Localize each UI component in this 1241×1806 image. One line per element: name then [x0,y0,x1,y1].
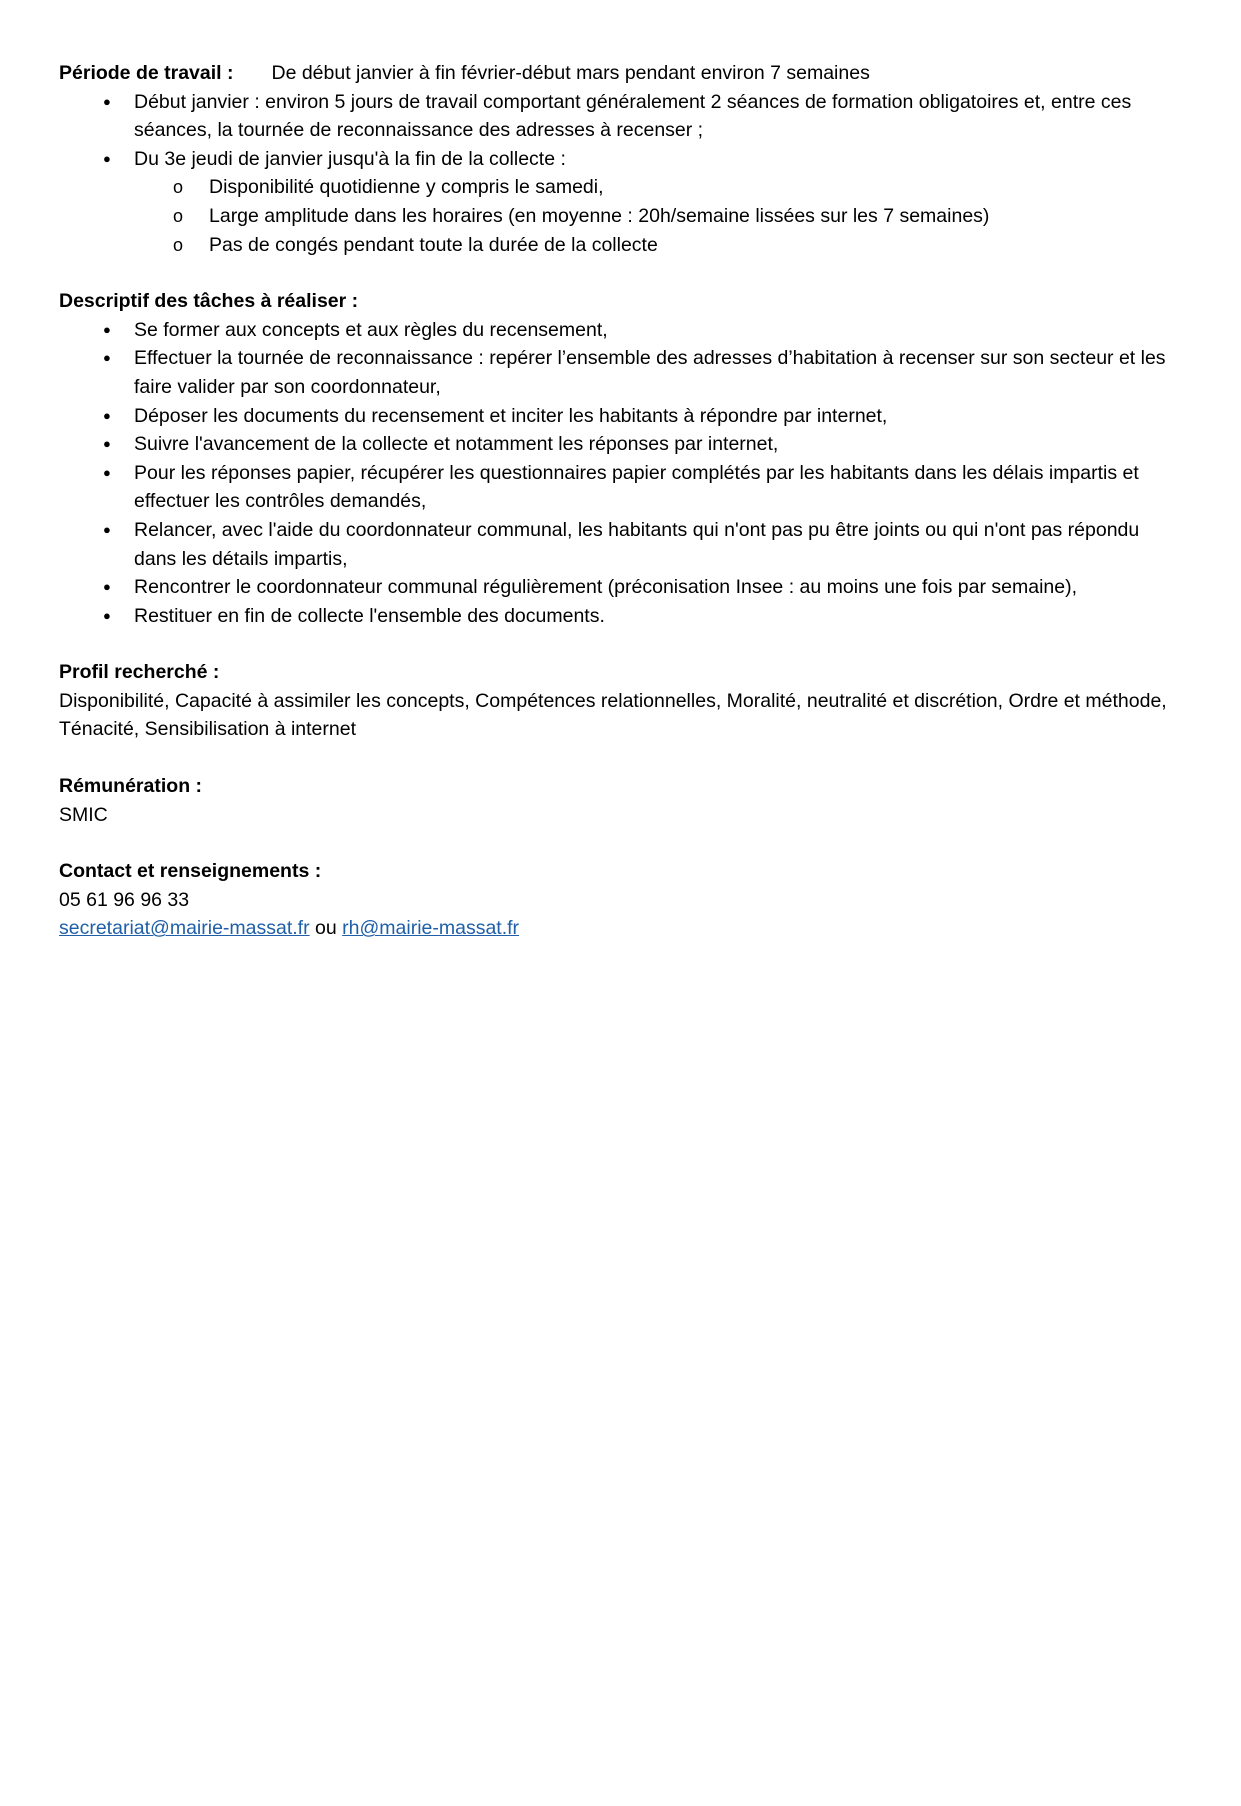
contact-emails [59,914,1184,943]
section-periode [59,59,1184,259]
taches-label: Descriptif des tâches à réaliser : [59,290,359,313]
list-item: ● Début janvier : environ 5 jours de travail comportant généralement 2 séances de formation obligatoires et, entre ces séances, la tournée de reconnaissance des adresses à recenser ; [59,88,1184,145]
periode-sublist [59,173,1184,259]
section-contact [59,857,1184,943]
section-taches [59,287,1184,630]
list-item: ● Rencontrer le coordonnateur communal régulièrement (préconisation Insee : au moins une fois par semaine), [59,573,1184,602]
list-item: ● Restituer en fin de collecte l'ensemble des documents. [59,602,1184,631]
list-item: ● Suivre l'avancement de la collecte et notamment les réponses par internet, [59,430,1184,459]
remuneration-text: SMIC [59,803,108,826]
profil-label: Profil recherché : [59,661,220,684]
section-remuneration [59,772,1184,829]
contact-label: Contact et renseignements : [59,860,322,883]
list-item: ● Effectuer la tournée de reconnaissance : repérer l’ensemble des adresses d’habitation à recenser sur son secteur et les faire valider par son coordonnateur, [59,344,1184,401]
list-item: ● Déposer les documents du recensement et inciter les habitants à répondre par internet, [59,402,1184,431]
list-item: ● Pour les réponses papier, récupérer les questionnaires papier complétés par les habitants dans les délais impartis et effectuer les contrôles demandés, [59,459,1184,516]
list-item: ● Relancer, avec l'aide du coordonnateur communal, les habitants qui n'ont pas pu être joints ou qui n'ont pas répondu dans les détails impartis, [59,516,1184,573]
taches-list [59,316,1184,631]
periode-list [59,88,1184,260]
contact-separator: ou [315,917,337,940]
periode-heading [59,59,1184,88]
email-link-secretariat[interactable]: secretariat@mairie-massat.fr [59,917,310,940]
document-content [59,59,1184,971]
remuneration-label: Rémunération : [59,775,203,798]
sublist-item: o Disponibilité quotidienne y compris le samedi, [59,173,1184,202]
contact-phone: 05 61 96 96 33 [59,888,190,911]
sublist-item: o Large amplitude dans les horaires (en moyenne : 20h/semaine lissées sur les 7 semaines) [59,202,1184,231]
list-item [59,145,1184,259]
list-item: ● Se former aux concepts et aux règles du recensement, [59,316,1184,345]
profil-text: Disponibilité, Capacité à assimiler les concepts, Compétences relationnelles, Moralité, neutralité et discrétion, Ordre et méthode, Ténacité, Sensibilisation à internet [59,689,1167,741]
periode-value: De début janvier à fin février-début mars pendant environ 7 semaines [271,62,870,84]
section-profil [59,658,1184,744]
sublist-item: o Pas de congés pendant toute la durée de la collecte [59,231,1184,260]
periode-label: Période de travail : [59,62,234,84]
list-item-text: Du 3e jeudi de janvier jusqu'à la fin de la collecte : [134,147,566,170]
email-link-rh[interactable]: rh@mairie-massat.fr [342,917,520,940]
